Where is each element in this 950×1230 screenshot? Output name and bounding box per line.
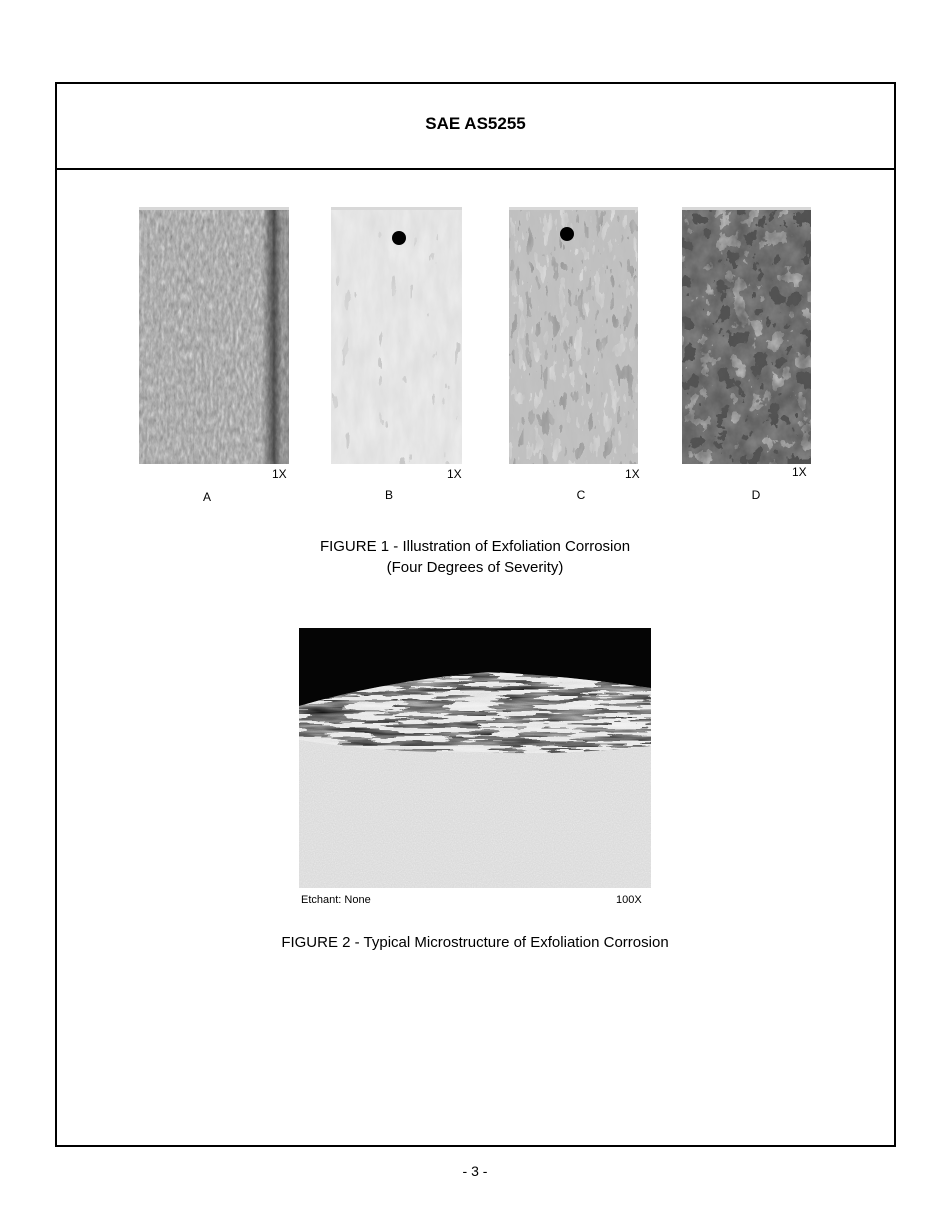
specimen-photo-b (331, 207, 462, 464)
specimen-b-hole-icon (392, 231, 406, 245)
document-id: SAE AS5255 (425, 114, 526, 133)
microstructure-photo (299, 628, 651, 888)
specimen-photo-d (682, 207, 811, 464)
specimen-d-magnification: 1X (792, 465, 807, 479)
specimen-c-image (509, 210, 638, 464)
microstructure-magnification: 100X (616, 894, 642, 906)
page-number: - 3 - (462, 1163, 488, 1179)
microstructure-image (299, 628, 651, 888)
specimen-photo-c (509, 207, 638, 464)
specimen-a-letter: A (202, 490, 211, 504)
figure1-caption-line1: FIGURE 1 - Illustration of Exfoliation Corrosion (319, 538, 631, 555)
specimen-b-magnification: 1X (447, 467, 462, 481)
specimen-photo-a (139, 207, 289, 464)
specimen-c-magnification: 1X (625, 467, 640, 481)
figure1-caption-line2: (Four Degrees of Severity) (386, 559, 564, 576)
specimen-c-letter: C (576, 488, 586, 502)
page-header (57, 84, 894, 170)
specimen-a-image (139, 210, 289, 464)
etchant-label: Etchant: None (301, 894, 371, 906)
specimen-b-image (331, 210, 462, 464)
specimen-d-image (682, 210, 811, 464)
specimen-a-magnification: 1X (272, 467, 287, 481)
specimen-c-hole-icon (560, 227, 574, 241)
specimen-b-letter: B (384, 488, 393, 502)
figure2-caption: FIGURE 2 - Typical Microstructure of Exfoliation Corrosion (281, 934, 669, 951)
specimen-d-letter: D (751, 488, 761, 502)
